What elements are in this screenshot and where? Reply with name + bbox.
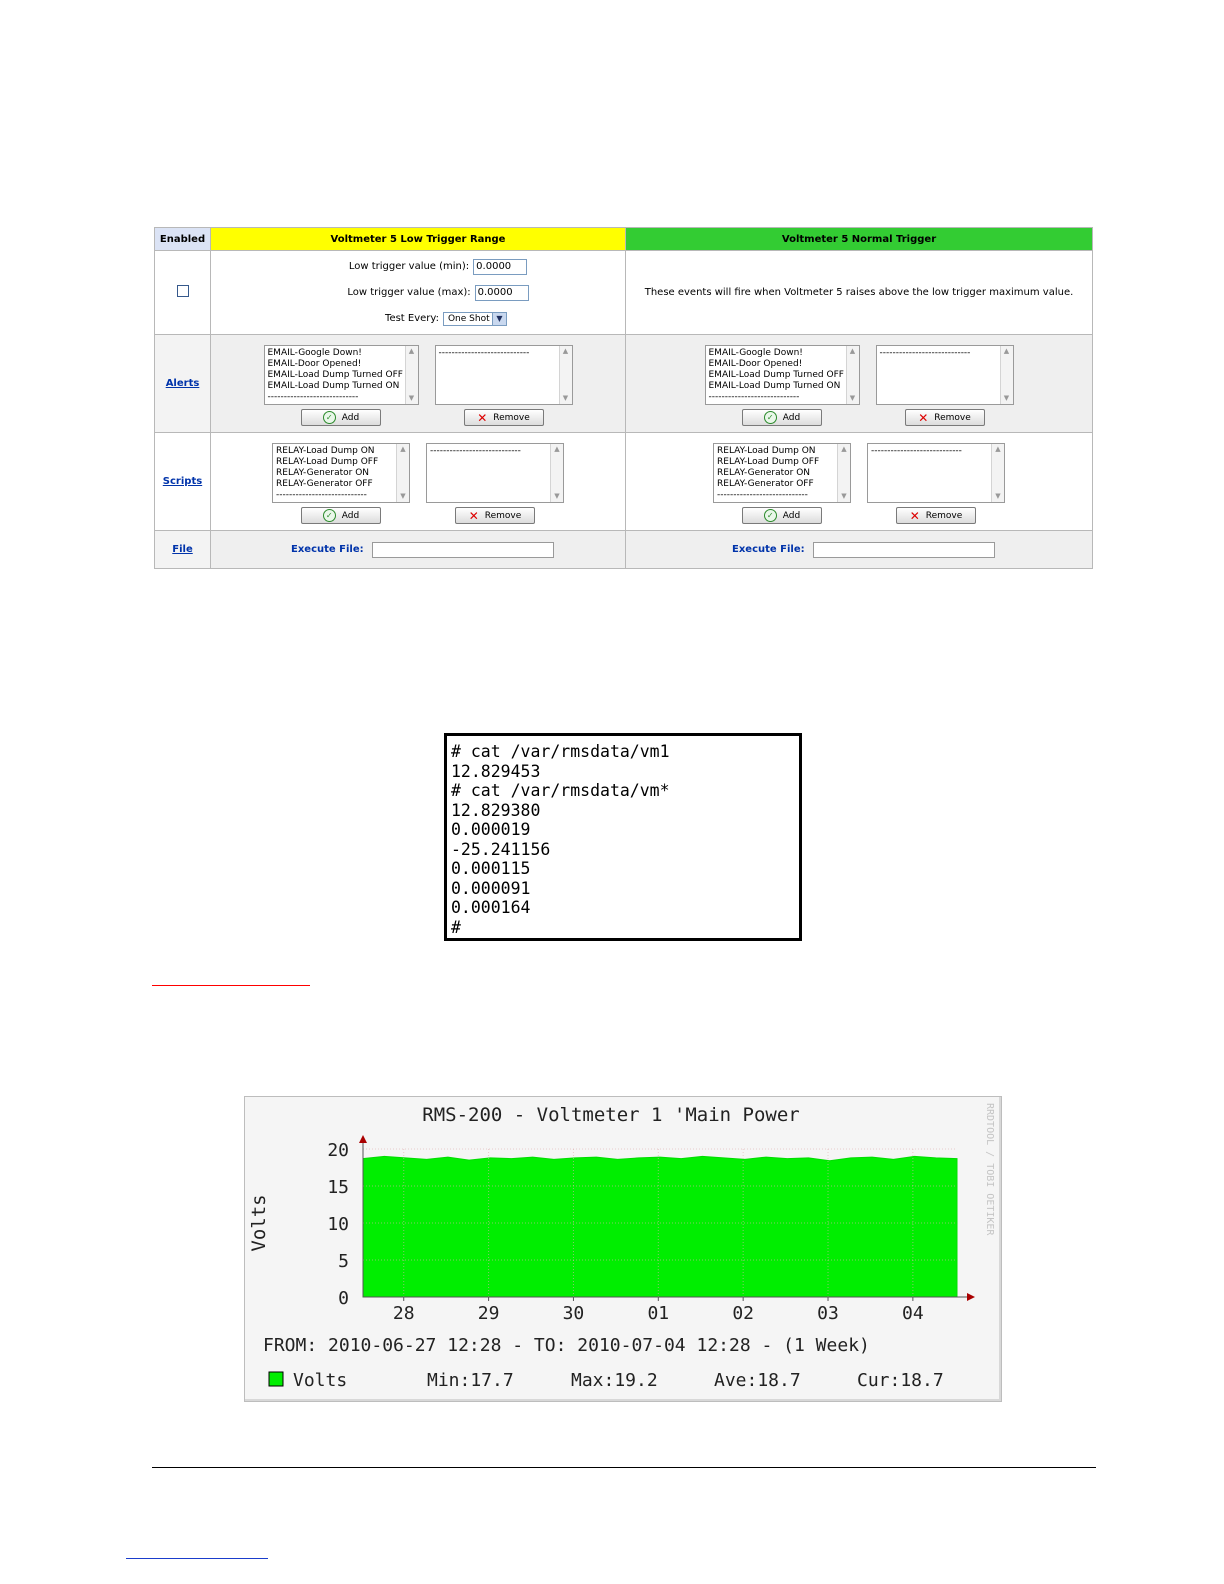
low-scripts-add-button[interactable] (301, 507, 381, 524)
add-button-label: Add (341, 412, 360, 423)
footnote-rule (126, 1558, 268, 1559)
x-tick-label: 29 (477, 1303, 500, 1324)
console-line: # (451, 917, 461, 937)
low-max-input[interactable]: 0.0000 (475, 285, 529, 301)
scroll-down-icon[interactable]: ▼ (562, 394, 569, 402)
normal-scripts-remove-button[interactable] (896, 507, 976, 524)
legend-stat-max: Max:19.2 (571, 1370, 658, 1391)
legend-stat-min: Min:17.7 (427, 1370, 514, 1391)
scroll-up-icon[interactable]: ▲ (408, 347, 415, 355)
low-scripts-cell (211, 433, 626, 531)
list-option[interactable]: EMAIL-Google Down! (708, 348, 803, 358)
scroll-up-icon[interactable]: ▲ (554, 445, 560, 453)
low-trigger-settings (211, 251, 626, 335)
console-line: # cat /var/rmsdata/vm1 (451, 742, 670, 761)
execute-file-label: Execute File: (291, 544, 364, 555)
list-option[interactable]: ---------------------------- (708, 392, 800, 402)
console-line: 12.829380 (451, 800, 541, 820)
list-option[interactable]: ---------------------------- (438, 348, 530, 358)
add-button-label: Add (782, 510, 801, 521)
scroll-up-icon[interactable]: ▲ (1003, 347, 1010, 355)
low-min-input[interactable]: 0.0000 (473, 259, 527, 275)
y-tick-label: 0 (338, 1288, 349, 1309)
remove-button-label: Remove (925, 510, 963, 521)
trigger-config-table (154, 227, 1093, 569)
low-selected-alerts-list[interactable] (435, 345, 573, 405)
remove-x-icon: ✕ (918, 410, 929, 425)
list-scrollbar[interactable] (396, 444, 409, 502)
low-file-cell (211, 531, 626, 569)
checkmark-icon: ✓ (764, 411, 777, 424)
link-underline (152, 985, 310, 986)
list-option[interactable]: EMAIL-Load Dump Turned ON (267, 381, 400, 391)
scroll-up-icon[interactable]: ▲ (841, 445, 847, 453)
scroll-up-icon[interactable]: ▲ (849, 347, 856, 355)
list-option[interactable]: ---------------------------- (871, 446, 962, 456)
remove-button-label: Remove (934, 412, 971, 423)
low-scripts-remove-button[interactable] (455, 507, 535, 524)
normal-available-alerts-list[interactable] (705, 345, 860, 405)
remove-x-icon: ✕ (468, 508, 479, 523)
console-line: 0.000115 (451, 859, 531, 878)
y-axis-label: Volts (248, 1194, 270, 1252)
remove-x-icon: ✕ (909, 508, 920, 523)
x-tick-label: 04 (902, 1303, 924, 1324)
x-tick-label: 03 (817, 1303, 839, 1324)
y-tick-label: 10 (327, 1214, 349, 1235)
remove-button-label: Remove (493, 412, 530, 423)
low-available-scripts-list[interactable] (272, 443, 410, 503)
normal-selected-alerts-list[interactable] (876, 345, 1014, 405)
list-option[interactable]: RELAY-Load Dump ON (276, 446, 375, 456)
normal-selected-scripts-list[interactable] (867, 443, 1005, 503)
normal-scripts-add-button[interactable] (742, 507, 822, 524)
add-button-label: Add (341, 510, 360, 521)
legend-swatch (269, 1372, 283, 1386)
rrd-graph-svg (245, 1097, 1003, 1403)
list-option[interactable]: RELAY-Load Dump ON (717, 446, 816, 456)
normal-alerts-remove-button[interactable] (905, 409, 985, 426)
checkmark-icon: ✓ (764, 509, 777, 522)
normal-scripts-cell (626, 433, 1093, 531)
x-tick-label: 01 (647, 1303, 670, 1324)
console-line: 0.000164 (451, 898, 531, 917)
scripts-link[interactable]: Scripts (162, 476, 203, 487)
x-axis-arrow-icon (967, 1293, 975, 1301)
list-option[interactable]: ---------------------------- (879, 348, 971, 358)
normal-available-scripts-list[interactable] (713, 443, 851, 503)
scroll-up-icon[interactable]: ▲ (995, 445, 1001, 453)
test-every-value: One Shot (447, 313, 490, 324)
file-link[interactable]: File (172, 544, 193, 555)
watermark-text: RRDTOOL / TOBI OETIKER (984, 1103, 995, 1236)
chart-title: RMS-200 - Voltmeter 1 'Main Power (422, 1104, 800, 1126)
low-max-label: Low trigger value (max): (347, 287, 471, 298)
scroll-down-icon[interactable]: ▼ (849, 394, 856, 402)
enabled-header: Enabled (155, 228, 211, 251)
legend-series-name: Volts (293, 1370, 348, 1391)
list-option[interactable]: ---------------------------- (430, 446, 521, 456)
normal-alerts-add-button[interactable] (742, 409, 822, 426)
y-tick-label: 5 (338, 1251, 349, 1272)
console-line: 0.000091 (451, 878, 531, 898)
low-selected-scripts-list[interactable] (426, 443, 564, 503)
checkmark-icon: ✓ (323, 509, 336, 522)
scroll-down-icon[interactable]: ▼ (1003, 394, 1010, 402)
normal-file-cell (626, 531, 1093, 569)
scroll-up-icon[interactable]: ▲ (562, 347, 569, 355)
console-output (444, 733, 802, 941)
list-option[interactable]: EMAIL-Load Dump Turned OFF (267, 370, 403, 380)
scroll-up-icon[interactable]: ▲ (400, 445, 406, 453)
list-option[interactable]: EMAIL-Load Dump Turned OFF (708, 370, 844, 380)
list-scrollbar[interactable] (550, 444, 563, 502)
list-option[interactable]: RELAY-Generator ON (276, 468, 370, 478)
list-option[interactable]: ---------------------------- (267, 392, 359, 402)
console-line: 0.000019 (451, 820, 531, 839)
low-available-alerts-list[interactable] (264, 345, 419, 405)
list-option[interactable]: RELAY-Generator OFF (276, 479, 373, 489)
time-range-text: FROM: 2010-06-27 12:28 - TO: 2010-07-04 12:28 - (1 Week) (263, 1335, 870, 1356)
list-scrollbar[interactable] (991, 444, 1004, 502)
low-alerts-remove-button[interactable] (464, 409, 544, 426)
low-min-label: Low trigger value (min): (348, 261, 470, 272)
rrd-graph (244, 1096, 1002, 1402)
checkmark-icon: ✓ (323, 411, 336, 424)
normal-execute-file-input[interactable] (813, 542, 995, 558)
scroll-down-icon[interactable]: ▼ (995, 492, 1001, 500)
x-tick-label: 30 (562, 1303, 585, 1324)
y-axis-arrow-icon (359, 1135, 367, 1143)
remove-button-label: Remove (484, 510, 522, 521)
low-trigger-header: Voltmeter 5 Low Trigger Range (211, 228, 626, 251)
low-alerts-add-button[interactable] (301, 409, 381, 426)
list-option[interactable]: EMAIL-Door Opened! (708, 359, 803, 369)
legend-stat-ave: Ave:18.7 (714, 1370, 801, 1391)
remove-x-icon: ✕ (477, 410, 488, 425)
normal-trigger-header: Voltmeter 5 Normal Trigger (626, 228, 1093, 251)
x-tick-label: 28 (392, 1303, 415, 1324)
y-tick-label: 20 (327, 1140, 349, 1161)
list-option[interactable]: RELAY-Load Dump OFF (276, 457, 379, 467)
alerts-link[interactable]: Alerts (165, 378, 200, 389)
enabled-cell (155, 251, 211, 335)
list-scrollbar[interactable] (405, 346, 418, 404)
list-scrollbar[interactable] (1000, 346, 1013, 404)
low-alerts-cell (211, 335, 626, 433)
y-tick-label: 15 (327, 1177, 349, 1198)
scroll-down-icon[interactable]: ▼ (554, 492, 560, 500)
execute-file-label: Execute File: (732, 544, 805, 555)
volts-area (363, 1156, 957, 1297)
list-option[interactable]: EMAIL-Google Down! (267, 348, 362, 358)
footer-rule (152, 1467, 1096, 1468)
list-option[interactable]: EMAIL-Load Dump Turned ON (708, 381, 841, 391)
scroll-down-icon[interactable]: ▼ (408, 394, 415, 402)
scroll-down-icon[interactable]: ▼ (400, 492, 406, 500)
list-option[interactable]: RELAY-Generator ON (717, 468, 811, 478)
normal-alerts-cell (626, 335, 1093, 433)
list-scrollbar[interactable] (837, 444, 850, 502)
list-scrollbar[interactable] (846, 346, 859, 404)
add-button-label: Add (782, 412, 801, 423)
scroll-down-icon[interactable]: ▼ (841, 492, 847, 500)
x-tick-label: 02 (732, 1303, 755, 1324)
test-every-select[interactable] (443, 312, 507, 326)
normal-trigger-description: These events will fire when Voltmeter 5 raises above the low trigger maximum value. (626, 251, 1093, 335)
list-scrollbar[interactable] (559, 346, 572, 404)
low-execute-file-input[interactable] (372, 542, 554, 558)
enabled-checkbox[interactable] (177, 285, 189, 297)
console-line: -25.241156 (451, 839, 551, 859)
list-option[interactable]: ---------------------------- (276, 490, 367, 500)
legend-stat-cur: Cur:18.7 (857, 1370, 944, 1391)
console-line: 12.829453 (451, 761, 541, 781)
test-every-label: Test Every: (385, 313, 439, 324)
list-option[interactable]: EMAIL-Door Opened! (267, 359, 362, 369)
chevron-down-icon[interactable]: ▼ (492, 313, 506, 325)
list-option[interactable]: ---------------------------- (717, 490, 808, 500)
list-option[interactable]: RELAY-Load Dump OFF (717, 457, 820, 467)
console-line: # cat /var/rmsdata/vm* (451, 781, 670, 800)
list-option[interactable]: RELAY-Generator OFF (717, 479, 814, 489)
